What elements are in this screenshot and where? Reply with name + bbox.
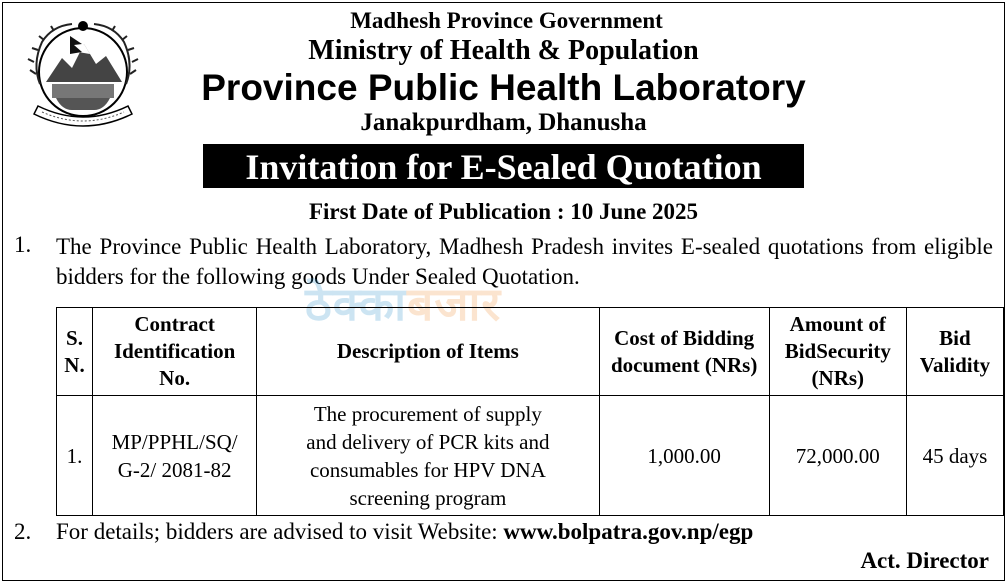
location: Janakpurdham, Dhanusha xyxy=(360,109,647,136)
notice-title: Invitation for E-Sealed Quotation xyxy=(203,144,804,188)
government-name: Madhesh Province Government xyxy=(350,8,663,33)
cell-contract-id: MP/PPHL/SQ/ G-2/ 2081-82 xyxy=(93,396,257,516)
cell-bid-security: 72,000.00 xyxy=(769,396,906,516)
website-link[interactable]: www.bolpatra.gov.np/egp xyxy=(503,519,754,544)
header-contract-id: Contract Identification No. xyxy=(93,308,257,396)
signature-title: Act. Director xyxy=(860,548,989,573)
header-bid-security: Amount of BidSecurity (NRs) xyxy=(769,308,906,396)
cell-bid-validity: 45 days xyxy=(906,396,1003,516)
laboratory-name: Province Public Health Laboratory xyxy=(201,67,806,108)
details-text: For details; bidders are advised to visit Website: xyxy=(56,519,504,544)
invitation-paragraph: The Province Public Health Laboratory, Madhesh Pradesh invites E-sealed quotations from eligible bidders for the following goods Under Sealed Quotation. xyxy=(56,234,993,289)
cell-sn: 1. xyxy=(57,396,93,516)
quotation-table xyxy=(56,307,1004,516)
cell-cost: 1,000.00 xyxy=(599,396,769,516)
watermark-part-1: ठेक्का xyxy=(305,277,408,331)
item-number-1: 1. xyxy=(14,232,32,257)
header-description: Description of Items xyxy=(257,308,599,396)
table-row xyxy=(57,396,1004,516)
header-cost: Cost of Bidding document (NRs) xyxy=(599,308,769,396)
header-bid-validity: Bid Validity xyxy=(906,308,1003,396)
item-number-2: 2. xyxy=(14,519,32,544)
cell-description: The procurement of supply and delivery of PCR kits and consumables for HPV DNA screening program xyxy=(257,396,599,516)
ministry-name: Ministry of Health & Population xyxy=(308,35,699,66)
details-paragraph xyxy=(56,519,753,545)
header-sn: S. N. xyxy=(57,308,93,396)
watermark-part-2: बजार xyxy=(407,277,502,331)
publication-date: First Date of Publication : 10 June 2025 xyxy=(308,199,699,224)
table-header-row xyxy=(57,308,1004,396)
